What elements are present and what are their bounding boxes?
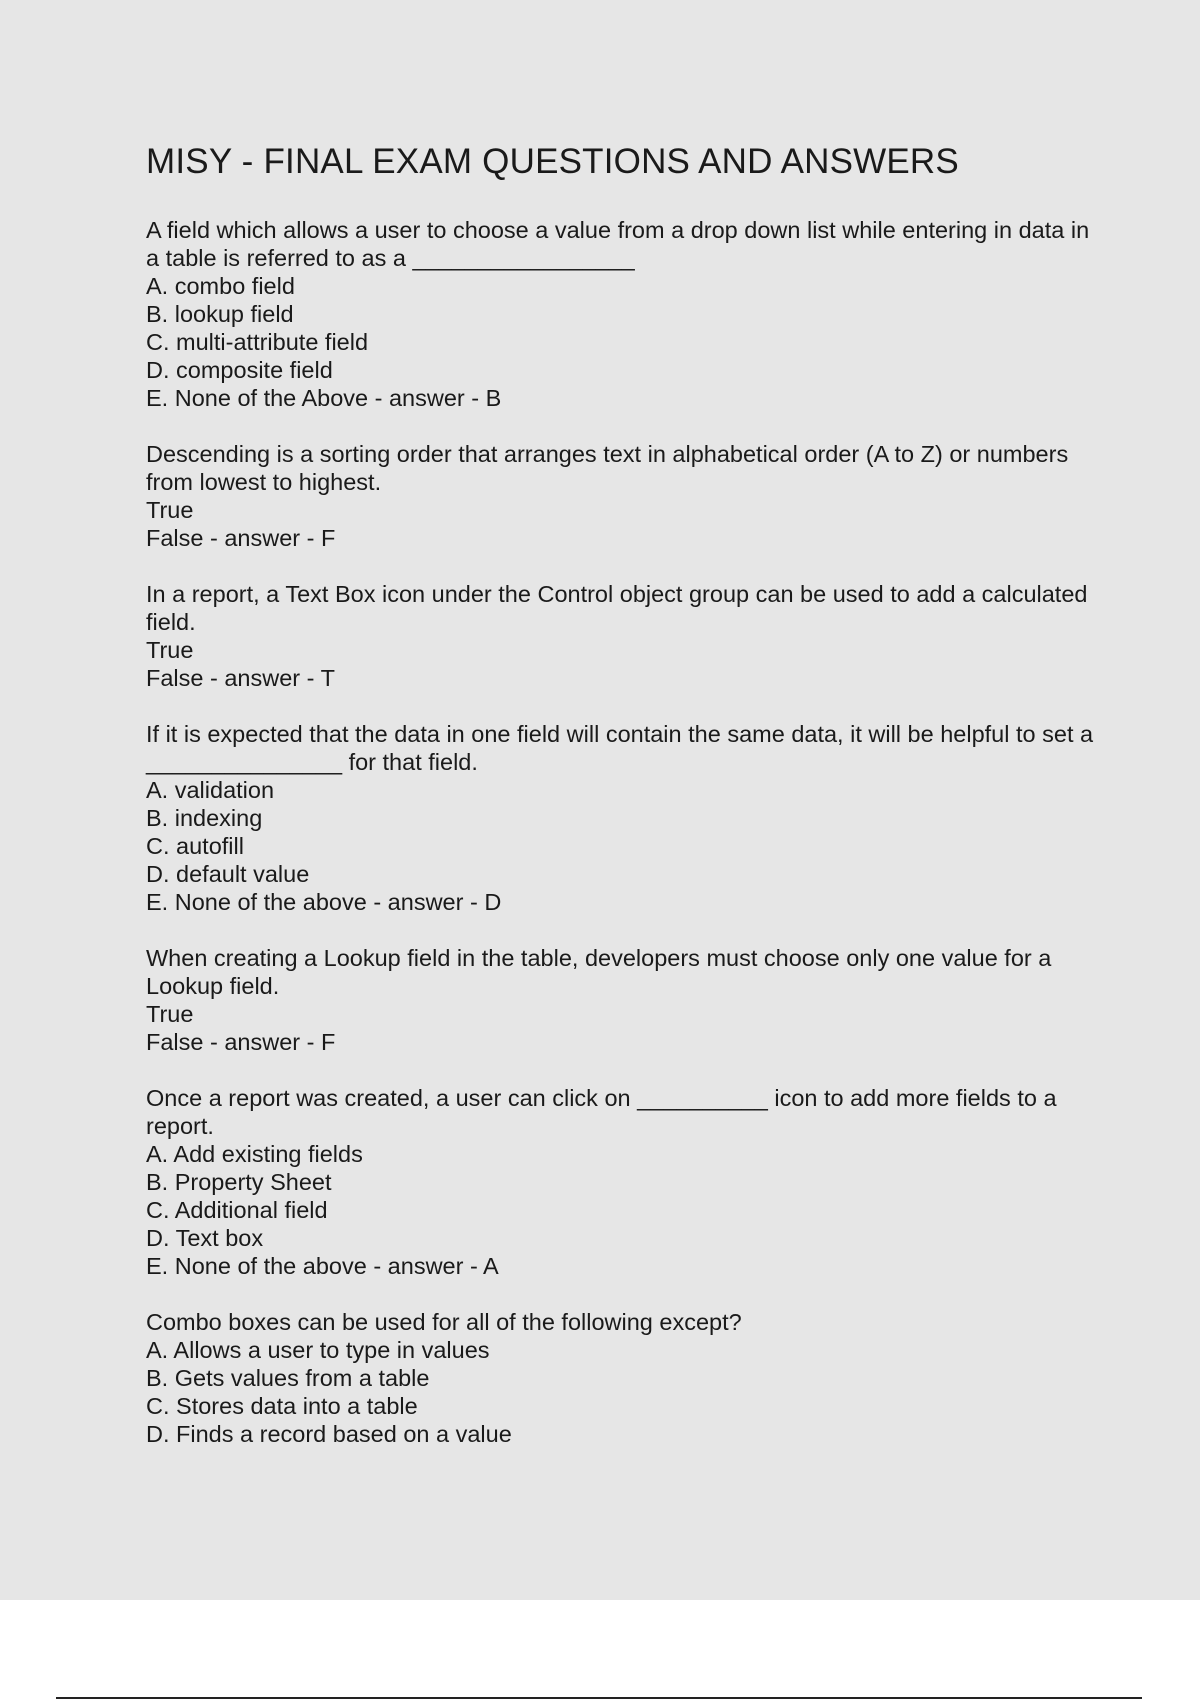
answer-option: D. Finds a record based on a value bbox=[146, 1421, 512, 1447]
answer-option: True bbox=[146, 1001, 194, 1027]
question-2 bbox=[146, 440, 1106, 552]
answer-option: C. Stores data into a table bbox=[146, 1393, 418, 1419]
question-1 bbox=[146, 216, 1106, 412]
question-text: Once a report was created, a user can click on __________ icon to add more fields to a report. bbox=[146, 1085, 1057, 1139]
question-6 bbox=[146, 1084, 1106, 1280]
answer-option: C. Additional field bbox=[146, 1197, 328, 1223]
question-5 bbox=[146, 944, 1106, 1056]
answer-option: C. autofill bbox=[146, 833, 244, 859]
question-7 bbox=[146, 1308, 1106, 1448]
answer-option: D. default value bbox=[146, 861, 310, 887]
answer-option: E. None of the Above - answer - B bbox=[146, 385, 502, 411]
answer-option: A. validation bbox=[146, 777, 275, 803]
answer-option: B. indexing bbox=[146, 805, 263, 831]
answer-option: E. None of the above - answer - A bbox=[146, 1253, 499, 1279]
answer-option: D. composite field bbox=[146, 357, 333, 383]
question-text: When creating a Lookup field in the table, developers must choose only one value for a Lookup field. bbox=[146, 945, 1052, 999]
answer-option: D. Text box bbox=[146, 1225, 264, 1251]
answer-option: A. combo field bbox=[146, 273, 295, 299]
question-text: Descending is a sorting order that arranges text in alphabetical order (A to Z) or numbers from lowest to highest. bbox=[146, 441, 1069, 495]
answer-option: C. multi-attribute field bbox=[146, 329, 369, 355]
answer-option: E. None of the above - answer - D bbox=[146, 889, 502, 915]
answer-option: A. Allows a user to type in values bbox=[146, 1337, 490, 1363]
answer-option: False - answer - F bbox=[146, 1029, 336, 1055]
answer-option: B. Gets values from a table bbox=[146, 1365, 430, 1391]
answer-option: True bbox=[146, 497, 194, 523]
answer-option: False - answer - F bbox=[146, 525, 336, 551]
page-title: MISY - FINAL EXAM QUESTIONS AND ANSWERS bbox=[146, 142, 959, 181]
answer-option: A. Add existing fields bbox=[146, 1141, 363, 1167]
answer-option: False - answer - T bbox=[146, 665, 335, 691]
answer-option: B. lookup field bbox=[146, 301, 294, 327]
footer-divider bbox=[56, 1697, 1142, 1699]
answer-option: B. Property Sheet bbox=[146, 1169, 332, 1195]
question-text: In a report, a Text Box icon under the Control object group can be used to add a calculated field. bbox=[146, 581, 1088, 635]
question-3 bbox=[146, 580, 1106, 692]
document-body bbox=[146, 140, 1106, 1476]
question-text: A field which allows a user to choose a value from a drop down list while entering in data in a table is referred to as a _________________ bbox=[146, 217, 1090, 271]
question-4 bbox=[146, 720, 1106, 916]
answer-option: True bbox=[146, 637, 194, 663]
question-text: If it is expected that the data in one field will contain the same data, it will be helpful to set a _______________ for that field. bbox=[146, 721, 1094, 775]
question-text: Combo boxes can be used for all of the following except? bbox=[146, 1309, 742, 1335]
